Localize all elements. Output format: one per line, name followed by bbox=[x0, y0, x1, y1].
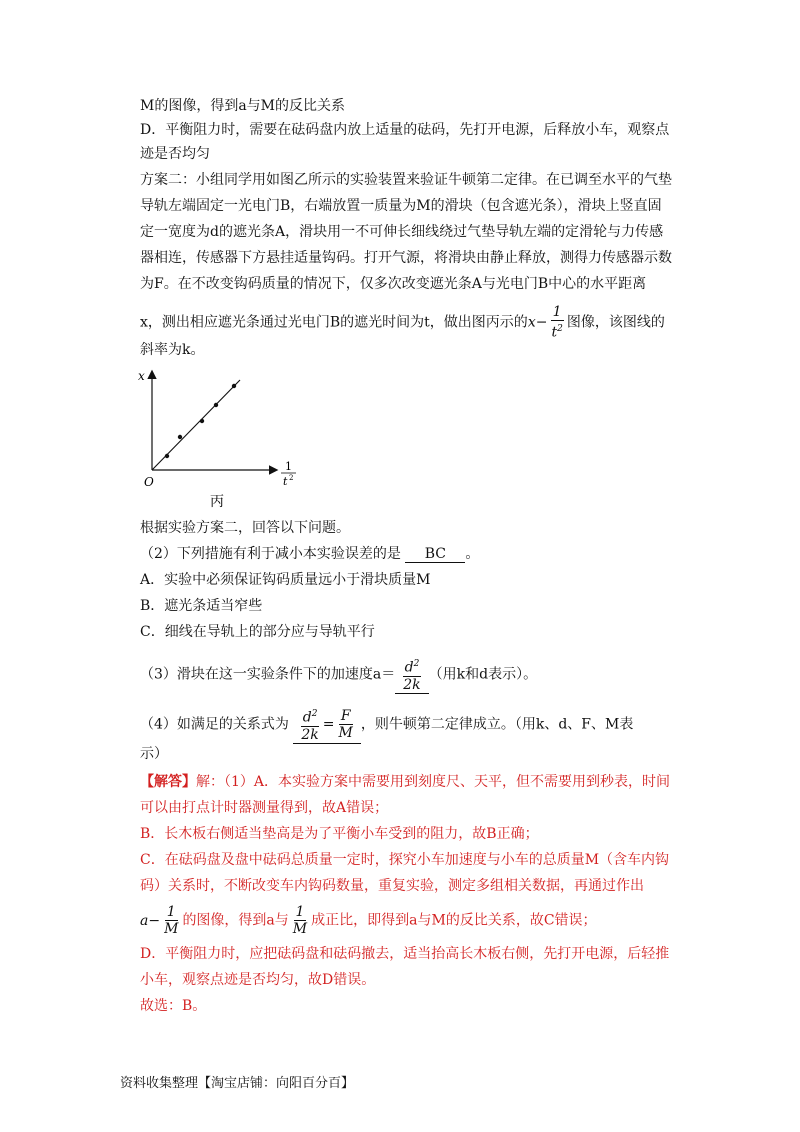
solution-line: 可以由打点计时器测量得到，故A错误； bbox=[140, 800, 389, 816]
option-b: B．遮光条适当窄些 bbox=[140, 598, 263, 614]
text-line: 方案二：小组同学用如图乙所示的实验装置来验证牛顿第二定律。在已调至水平的气垫 bbox=[140, 172, 672, 188]
x-axis-label-denominator: t bbox=[283, 475, 288, 488]
question-text: （用k和d表示）。 bbox=[428, 666, 538, 683]
fraction-denominator bbox=[549, 321, 564, 341]
formula-minus: − bbox=[148, 912, 161, 929]
numerator-base: d bbox=[404, 659, 414, 676]
text-segment: x，测出相应遮光条通过光电门B的遮光时间为t，做出图丙示的 bbox=[140, 314, 528, 331]
fraction-denominator: 2k bbox=[403, 676, 421, 693]
fraction-denominator: 2k bbox=[301, 726, 319, 743]
solution-line: 故选：B。 bbox=[140, 998, 207, 1014]
fraction-numerator: F bbox=[340, 707, 351, 724]
text-segment: 图像，该图线的 bbox=[566, 314, 665, 331]
option-c: C．细线在导轨上的部分应与导轨平行 bbox=[140, 624, 375, 640]
formula-fraction bbox=[299, 706, 320, 743]
x-vs-inverse-t-squared-graph bbox=[130, 366, 330, 516]
solution-line: C．在砝码盘及盘中砝码总质量一定时，探究小车加速度与小车的总质量M（含车内钩 bbox=[140, 852, 670, 868]
option-a: A．实验中必须保证钩码质量远小于滑块质量M bbox=[140, 572, 431, 588]
footer-source: 资料收集整理【淘宝店铺：向阳百分百】 bbox=[120, 1076, 355, 1091]
numerator-exponent: 2 bbox=[413, 659, 420, 669]
solution-text: 解：（1）A．本实验方案中需要用到刻度尺、天平，但不需要用到秒表，时间 bbox=[196, 774, 671, 790]
numerator-base: d bbox=[302, 709, 312, 726]
text-line: 根据实验方案二，回答以下问题。 bbox=[140, 520, 350, 536]
solution-line: B．长木板右侧适当垫高是为了平衡小车受到的阻力，故B正确； bbox=[140, 826, 539, 842]
x-axis-label-numerator: 1 bbox=[285, 460, 292, 473]
question-text: （3）滑块在这一实验条件下的加速度a＝ bbox=[140, 666, 396, 683]
text-line: D．平衡阻力时，需要在砝码盘内放上适量的砝码，先打开电源，后释放小车，观察点 bbox=[140, 122, 670, 138]
data-point bbox=[200, 419, 204, 423]
formula-minus: − bbox=[535, 314, 548, 331]
solution-line: D．平衡阻力时，应把砝码盘和砝码撤去，适当抬高长木板右侧，先打开电源，后轻推 bbox=[140, 946, 670, 962]
fraction-denominator: M bbox=[164, 921, 179, 937]
question-end: 。 bbox=[465, 546, 480, 562]
question-4-answer bbox=[293, 706, 360, 744]
question-4 bbox=[140, 706, 633, 744]
denominator-exponent: 2 bbox=[557, 324, 563, 334]
denominator-base: t bbox=[551, 324, 558, 341]
formula-fraction bbox=[162, 904, 180, 937]
solution-line-with-formula bbox=[140, 904, 597, 937]
text-line: 示） bbox=[140, 746, 168, 762]
question-3 bbox=[140, 656, 537, 694]
text-line: 为F。在不改变钩码质量的情况下，仅多次改变遮光条A与光电门B中心的水平距离 bbox=[140, 276, 647, 292]
origin-label: O bbox=[144, 475, 154, 489]
data-point bbox=[178, 435, 182, 439]
text-line: M的图像，得到a与M的反比关系 bbox=[140, 98, 346, 114]
fraction-numerator: 1 bbox=[295, 904, 305, 920]
question-text: （2）下列措施有利于减小本实验误差的是 bbox=[140, 546, 401, 562]
formula-equals: = bbox=[322, 716, 335, 733]
data-point bbox=[165, 454, 169, 458]
formula-fraction bbox=[549, 304, 564, 341]
solution-tag: 【解答】 bbox=[140, 774, 196, 790]
solution-line: 小车，观察点迹是否均匀，故D错误。 bbox=[140, 972, 376, 988]
text-line: 迹是否均匀 bbox=[140, 146, 210, 162]
fraction-numerator bbox=[301, 706, 320, 727]
solution-line bbox=[140, 772, 670, 792]
text-line-with-formula bbox=[140, 304, 665, 341]
data-point bbox=[214, 403, 218, 407]
fraction-numerator: 1 bbox=[552, 304, 562, 320]
question-2 bbox=[140, 544, 479, 564]
text-line: 导轨左端固定一光电门B，右端放置一质量为M的滑块（包含遮光条），滑块上竖直固 bbox=[140, 198, 662, 214]
formula-var: x bbox=[527, 314, 536, 331]
formula-var: a bbox=[140, 912, 149, 929]
text-line: 斜率为k。 bbox=[140, 342, 205, 358]
y-axis-label: x bbox=[138, 369, 145, 383]
solution-line: 码）关系时，不断改变车内钩码数量，重复实验，测定多组相关数据，再通过作出 bbox=[140, 878, 644, 894]
formula-group bbox=[140, 904, 182, 937]
data-point bbox=[232, 384, 236, 388]
fraction-numerator bbox=[403, 656, 422, 677]
numerator-exponent: 2 bbox=[311, 709, 318, 719]
solution-text: 的图像，得到a与 bbox=[182, 912, 289, 929]
fraction-denominator: M bbox=[292, 921, 308, 937]
fraction-denominator: M bbox=[338, 724, 353, 741]
formula-fraction bbox=[337, 708, 355, 741]
fraction-numerator: 1 bbox=[166, 904, 176, 920]
x-axis-label-exponent: 2 bbox=[289, 474, 294, 482]
question-3-answer bbox=[395, 656, 428, 694]
text-line: 器相连，传感器下方悬挂适量钩码。打开气源，将滑块由静止释放，测得力传感器示数 bbox=[140, 250, 672, 266]
question-text: （4）如满足的关系式为 bbox=[140, 716, 289, 733]
question-text: ，则牛顿第二定律成立。（用k、d、F、M表 bbox=[360, 716, 634, 733]
figure-caption: 丙 bbox=[210, 494, 224, 510]
solution-text: 成正比，即得到a与M的反比关系，故C错误； bbox=[311, 912, 597, 929]
formula-fraction bbox=[401, 656, 422, 693]
question-2-answer: BC bbox=[405, 546, 465, 563]
formula-fraction bbox=[291, 904, 309, 937]
text-line: 定一宽度为d的遮光条A，滑块用一不可伸长细线绕过气垫导轨左端的定滑轮与力传感 bbox=[140, 224, 664, 240]
